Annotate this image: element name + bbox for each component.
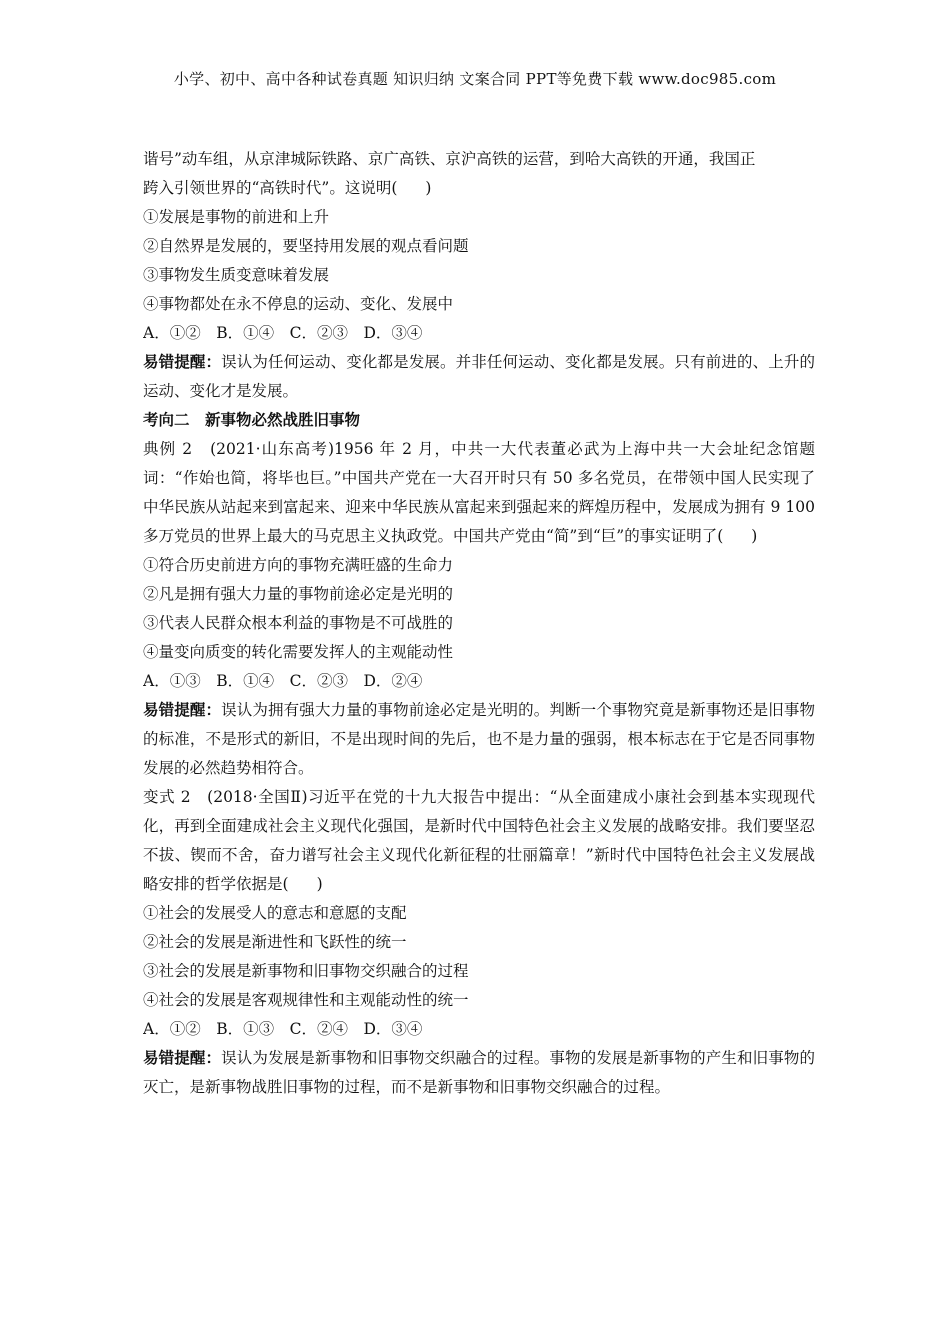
question-2-option: ④量变向质变的转化需要发挥人的主观能动性 <box>143 643 454 661</box>
question-2-stem-close: ) <box>751 527 758 545</box>
question-1-option: ②自然界是发展的，要坚持用发展的观点看问题 <box>143 237 469 255</box>
question-3 <box>143 783 815 1102</box>
question-1-option: ③事物发生质变意味着发展 <box>143 266 330 284</box>
question-3-label: 变式 2 <box>143 788 191 806</box>
question-3-stem-close: ) <box>316 875 323 893</box>
tip-label: 易错提醒： <box>143 353 222 371</box>
question-2-stem <box>143 435 815 551</box>
question-2-option: ①符合历史前进方向的事物充满旺盛的生命力 <box>143 556 454 574</box>
question-2 <box>143 435 815 783</box>
question-2-option: ②凡是拥有强大力量的事物前途必定是光明的 <box>143 585 454 603</box>
question-1-stem-line2 <box>143 174 815 203</box>
tip-label: 易错提醒： <box>143 701 222 719</box>
section-title: 考向二 新事物必然战胜旧事物 <box>143 411 361 429</box>
question-2-stem-text: 1956 年 2 月，中共一大代表董必武为上海中共一大会址纪念馆题词：“作始也简，将毕也巨。”中国共产党在一大召开时只有 50 多名党员，在带领中国人民实现了中华民族从站起来到富起来、迎来中华民族从富起来到强起来的辉煌历程中，发展成为拥有 9 100 多万党员的世界上最大的马克思主义执政党。中国共产党由“简”到“巨”的事实证明了( <box>143 440 816 545</box>
question-1-tip <box>143 348 815 406</box>
tip-text: 误认为拥有强大力量的事物前途必定是光明的。判断一个事物究竟是新事物还是旧事物的标准，不是形式的新旧，不是出现时间的先后，也不是力量的强弱，根本标志在于它是否同事物发展的必然趋势相符合。 <box>143 701 815 777</box>
question-1-stem-text: 跨入引领世界的“高铁时代”。这说明( <box>143 179 398 197</box>
question-1-choices: A．①② B．①④ C．②③ D．③④ <box>143 324 423 342</box>
tip-text: 误认为任何运动、变化都是发展。并非任何运动、变化都是发展。只有前进的、上升的运动、变化才是发展。 <box>143 353 815 400</box>
question-1-stem-close: ) <box>425 179 432 197</box>
question-3-option: ①社会的发展受人的意志和意愿的支配 <box>143 904 407 922</box>
question-2-choices: A．①③ B．①④ C．②③ D．②④ <box>143 672 423 690</box>
question-1-stem-line1: 谐号”动车组，从京津城际铁路、京广高铁、京沪高铁的运营，到哈大高铁的开通，我国正 <box>143 150 756 168</box>
question-3-option: ③社会的发展是新事物和旧事物交织融合的过程 <box>143 962 469 980</box>
question-2-option: ③代表人民群众根本利益的事物是不可战胜的 <box>143 614 454 632</box>
tip-text: 误认为发展是新事物和旧事物交织融合的过程。事物的发展是新事物的产生和旧事物的灭亡，是新事物战胜旧事物的过程，而不是新事物和旧事物交织融合的过程。 <box>143 1049 815 1096</box>
document-body <box>143 145 815 1102</box>
question-3-option: ④社会的发展是客观规律性和主观能动性的统一 <box>143 991 469 1009</box>
question-1-option: ①发展是事物的前进和上升 <box>143 208 330 226</box>
question-3-stem <box>143 783 815 899</box>
question-3-stem-text: 习近平在党的十九大报告中提出：“从全面建成小康社会到基本实现现代化，再到全面建成社会主义现代化强国，是新时代中国特色社会主义发展的战略安排。我们要坚忍不拔、锲而不舍，奋力谱写社会主义现代化新征程的壮丽篇章！”新时代中国特色社会主义发展战略安排的哲学依据是( <box>143 788 815 893</box>
question-3-option: ②社会的发展是渐进性和飞跃性的统一 <box>143 933 407 951</box>
question-3-source: (2018·全国Ⅱ) <box>207 788 308 806</box>
question-3-choices: A．①② B．①③ C．②④ D．③④ <box>143 1020 423 1038</box>
page-header <box>0 68 950 89</box>
question-2-tip <box>143 696 815 783</box>
question-3-tip <box>143 1044 815 1102</box>
question-1-option: ④事物都处在永不停息的运动、变化、发展中 <box>143 295 454 313</box>
header-text: 小学、初中、高中各种试卷真题 知识归纳 文案合同 PPT等免费下载 www.doc985.com <box>173 70 777 88</box>
question-2-label: 典例 2 <box>143 440 193 458</box>
tip-label: 易错提醒： <box>143 1049 222 1067</box>
question-2-source: (2021·山东高考) <box>210 440 335 458</box>
question-1 <box>143 145 815 406</box>
